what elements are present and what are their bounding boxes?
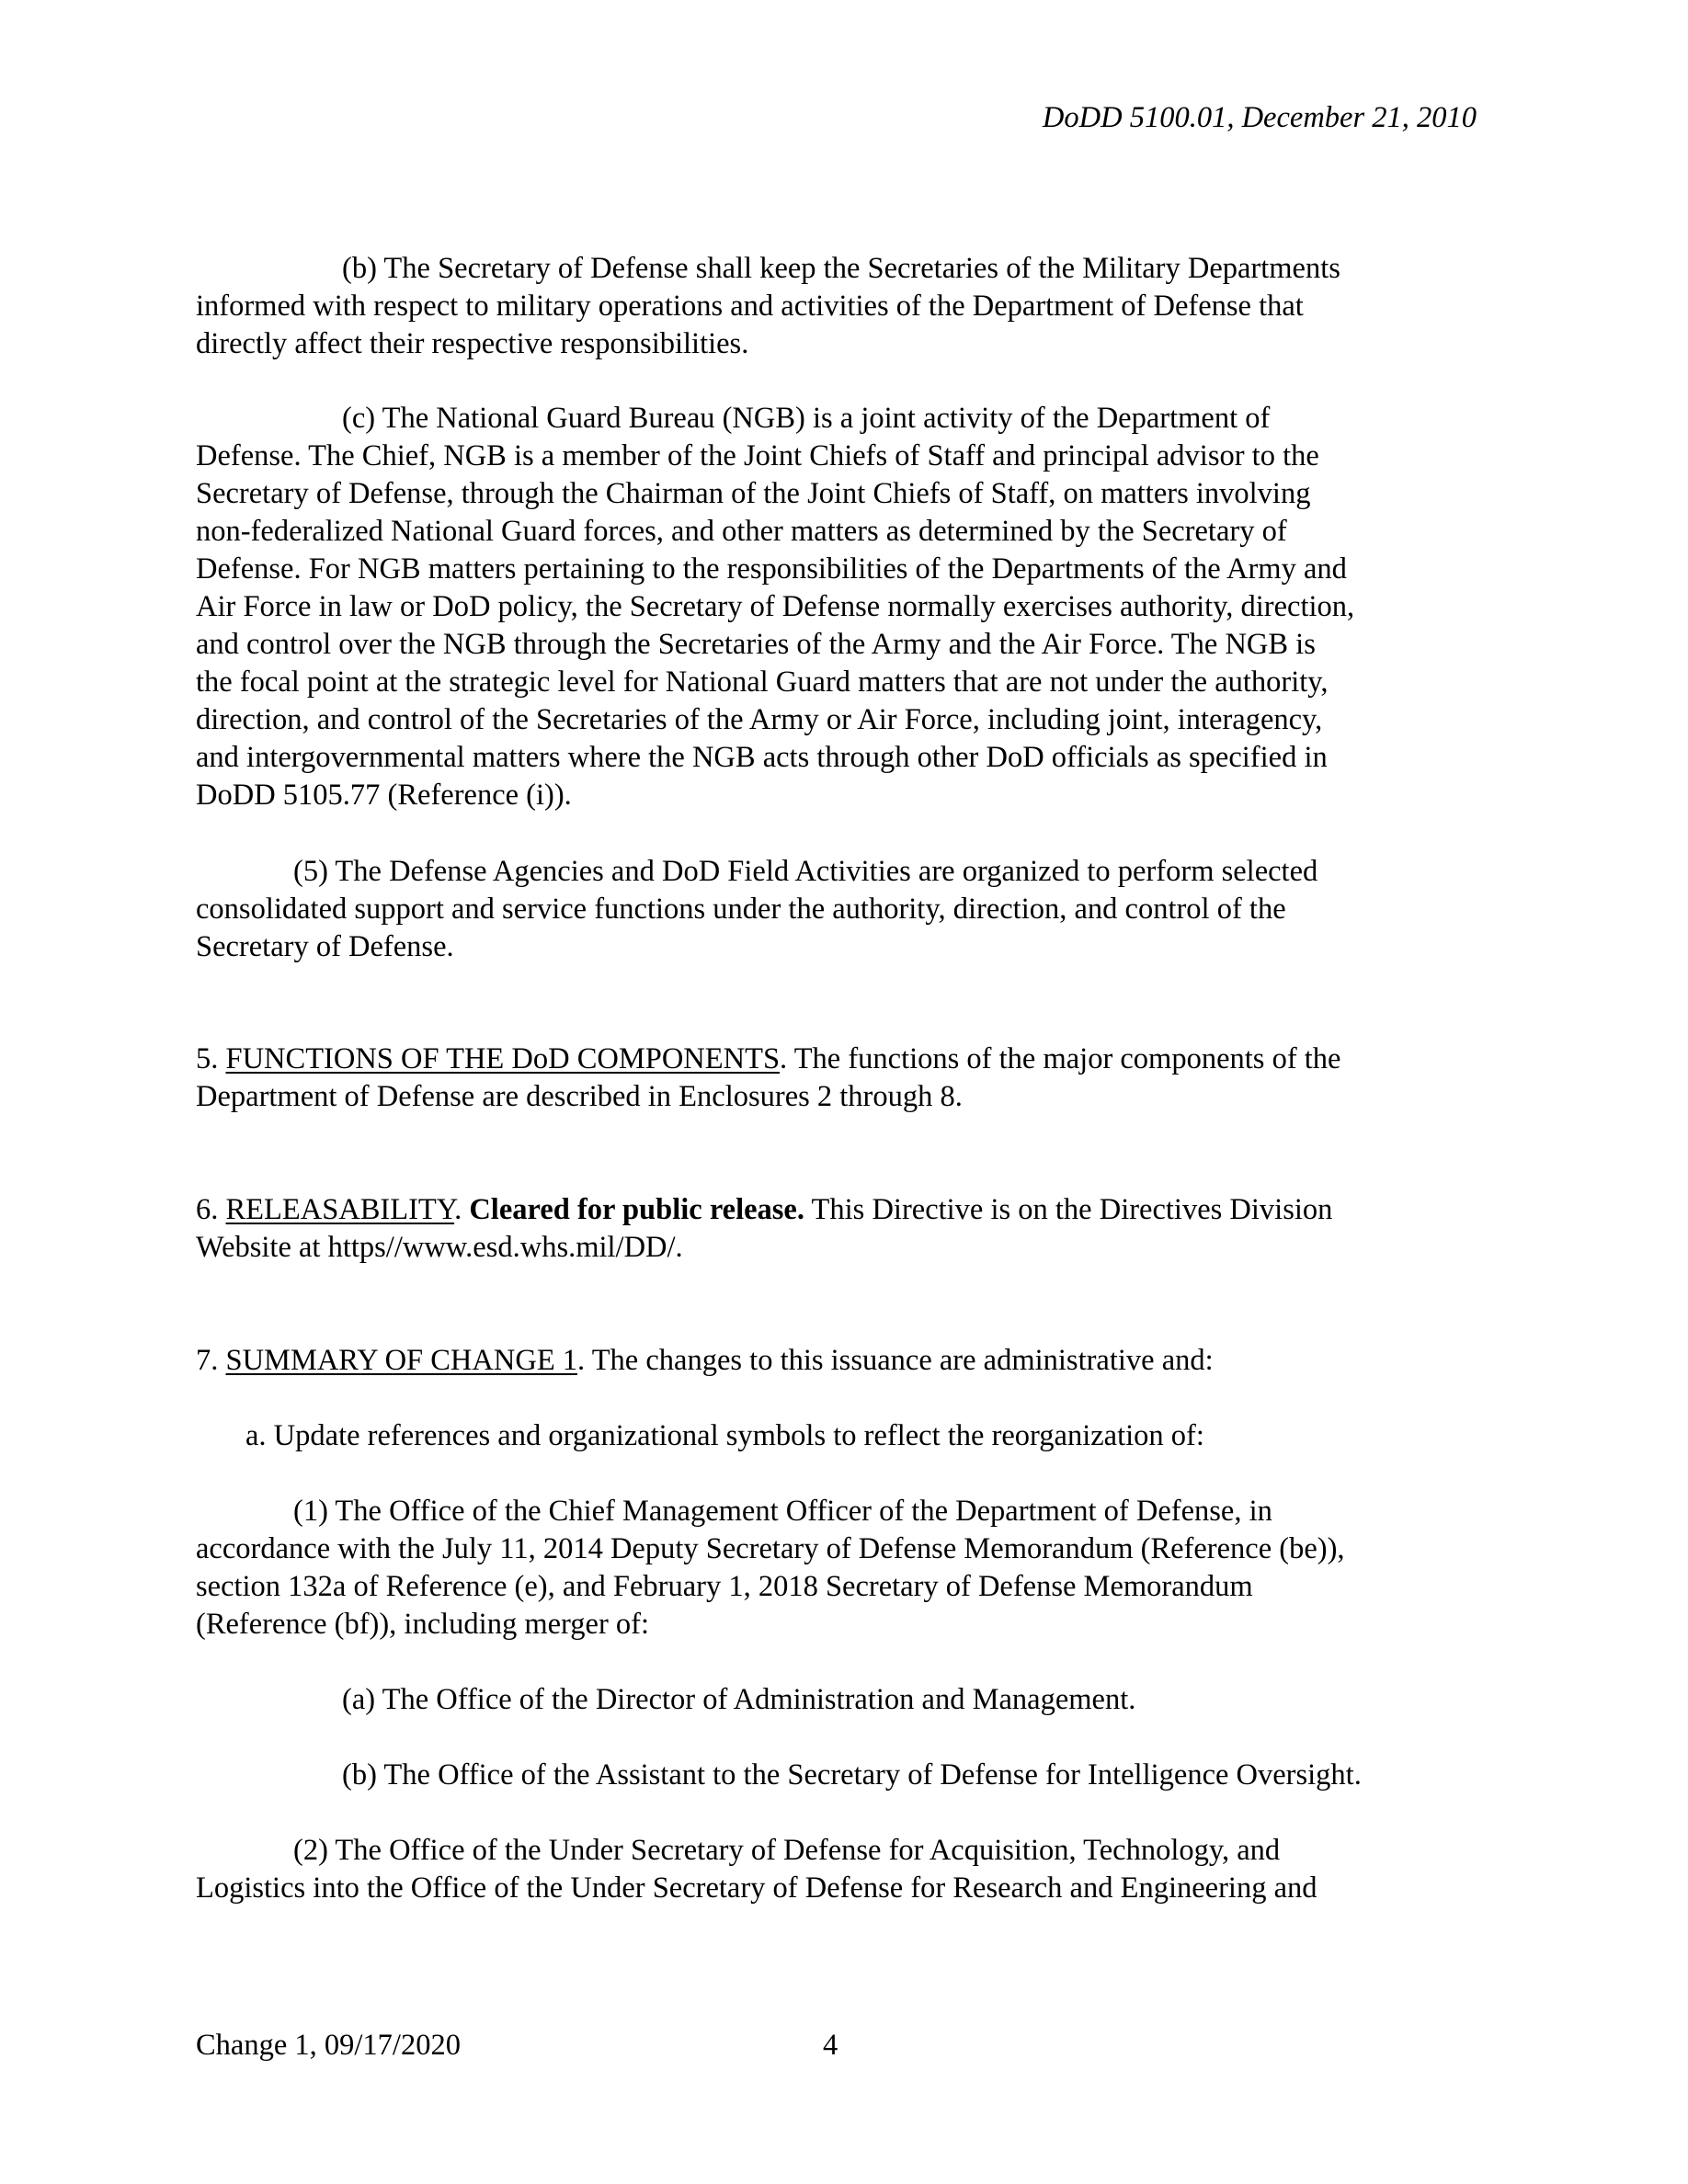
text-line: section 132a of Reference (e), and February 1, 2018 Secretary of Defense Memorandum — [196, 1570, 1253, 1603]
text-line: (c) The National Guard Bureau (NGB) is a joint activity of the Department of — [342, 402, 1271, 435]
item-1 — [196, 1493, 1501, 1644]
document-header: DoDD 5100.01, December 21, 2010 — [1042, 101, 1477, 134]
paragraph-c — [196, 400, 1501, 814]
section-punct: . — [454, 1193, 470, 1226]
paragraph-5-sub — [196, 853, 1501, 966]
text-line: Department of Defense are described in Enclosures 2 through 8. — [196, 1080, 963, 1113]
text-line: accordance with the July 11, 2014 Deputy Secretary of Defense Memorandum (Reference (be)), — [196, 1532, 1345, 1565]
section-title: RELEASABILITY — [225, 1193, 455, 1226]
text-line: (Reference (bf)), including merger of: — [196, 1608, 649, 1641]
item-1b — [196, 1757, 1501, 1794]
item-2 — [196, 1832, 1501, 1907]
section-6 — [196, 1191, 1501, 1267]
section-7 — [196, 1342, 1501, 1380]
section-number: 7. — [196, 1344, 226, 1377]
section-5 — [196, 1041, 1501, 1116]
website-line: Website at https//www.esd.whs.mil/DD/. — [196, 1231, 683, 1264]
text-line: direction, and control of the Secretaries of the Army or Air Force, including joint, interagency, — [196, 703, 1323, 736]
section-5-line-1 — [196, 1041, 1501, 1078]
footer-change: Change 1, 09/17/2020 — [196, 2029, 461, 2062]
section-number: 5. — [196, 1042, 226, 1075]
text-line: Air Force in law or DoD policy, the Secretary of Defense normally exercises authority, direction, — [196, 590, 1355, 623]
text-line: Defense. For NGB matters pertaining to the responsibilities of the Departments of the Army and — [196, 552, 1347, 586]
text-line: non-federalized National Guard forces, and other matters as determined by the Secretary of — [196, 515, 1287, 548]
text-line: informed with respect to military operations and activities of the Department of Defense that — [196, 290, 1304, 323]
text-line: the focal point at the strategic level for National Guard matters that are not under the authority, — [196, 665, 1329, 699]
text-line: (b) The Secretary of Defense shall keep the Secretaries of the Military Departments — [342, 252, 1340, 285]
text-line: (b) The Office of the Assistant to the Secretary of Defense for Intelligence Oversight. — [342, 1758, 1362, 1792]
text-line: and control over the NGB through the Secretaries of the Army and the Air Force. The NGB is — [196, 628, 1316, 661]
text-line: and intergovernmental matters where the NGB acts through other DoD officials as specified in — [196, 741, 1328, 774]
text-line: (1) The Office of the Chief Management Officer of the Department of Defense, in — [293, 1495, 1272, 1528]
section-number: 6. — [196, 1193, 226, 1226]
text-line: (a) The Office of the Director of Administration and Management. — [342, 1683, 1136, 1716]
bold-statement: Cleared for public release. — [469, 1193, 804, 1226]
text-line: directly affect their respective responsibilities. — [196, 327, 749, 360]
text-line: Secretary of Defense. — [196, 930, 454, 963]
page-number: 4 — [823, 2029, 838, 2062]
section-text: This Directive is on the Directives Division — [804, 1193, 1333, 1226]
text-line: Defense. The Chief, NGB is a member of the Joint Chiefs of Staff and principal advisor to the — [196, 439, 1319, 472]
paragraph-b — [196, 250, 1501, 363]
section-title: SUMMARY OF CHANGE 1 — [225, 1344, 578, 1377]
text-line: (5) The Defense Agencies and DoD Field Activities are organized to perform selected — [293, 855, 1318, 888]
text-line: DoDD 5105.77 (Reference (i)). — [196, 779, 572, 812]
text-line: (2) The Office of the Under Secretary of Defense for Acquisition, Technology, and — [293, 1834, 1281, 1867]
section-title: FUNCTIONS OF THE DoD COMPONENTS — [225, 1042, 781, 1075]
section-6-line-1 — [196, 1191, 1501, 1229]
section-text: . The changes to this issuance are administrative and: — [577, 1344, 1214, 1377]
text-line: Logistics into the Office of the Under Secretary of Defense for Research and Engineering and — [196, 1871, 1317, 1905]
text-line: a. Update references and organizational symbols to reflect the reorganization of: — [245, 1419, 1204, 1452]
section-text: . The functions of the major components of the — [780, 1042, 1341, 1075]
text-line: Secretary of Defense, through the Chairman of the Joint Chiefs of Staff, on matters involving — [196, 477, 1311, 510]
text-line: consolidated support and service functions under the authority, direction, and control of the — [196, 893, 1286, 926]
item-a — [196, 1417, 1501, 1455]
item-1a — [196, 1681, 1501, 1719]
section-7-line-1 — [196, 1342, 1501, 1380]
